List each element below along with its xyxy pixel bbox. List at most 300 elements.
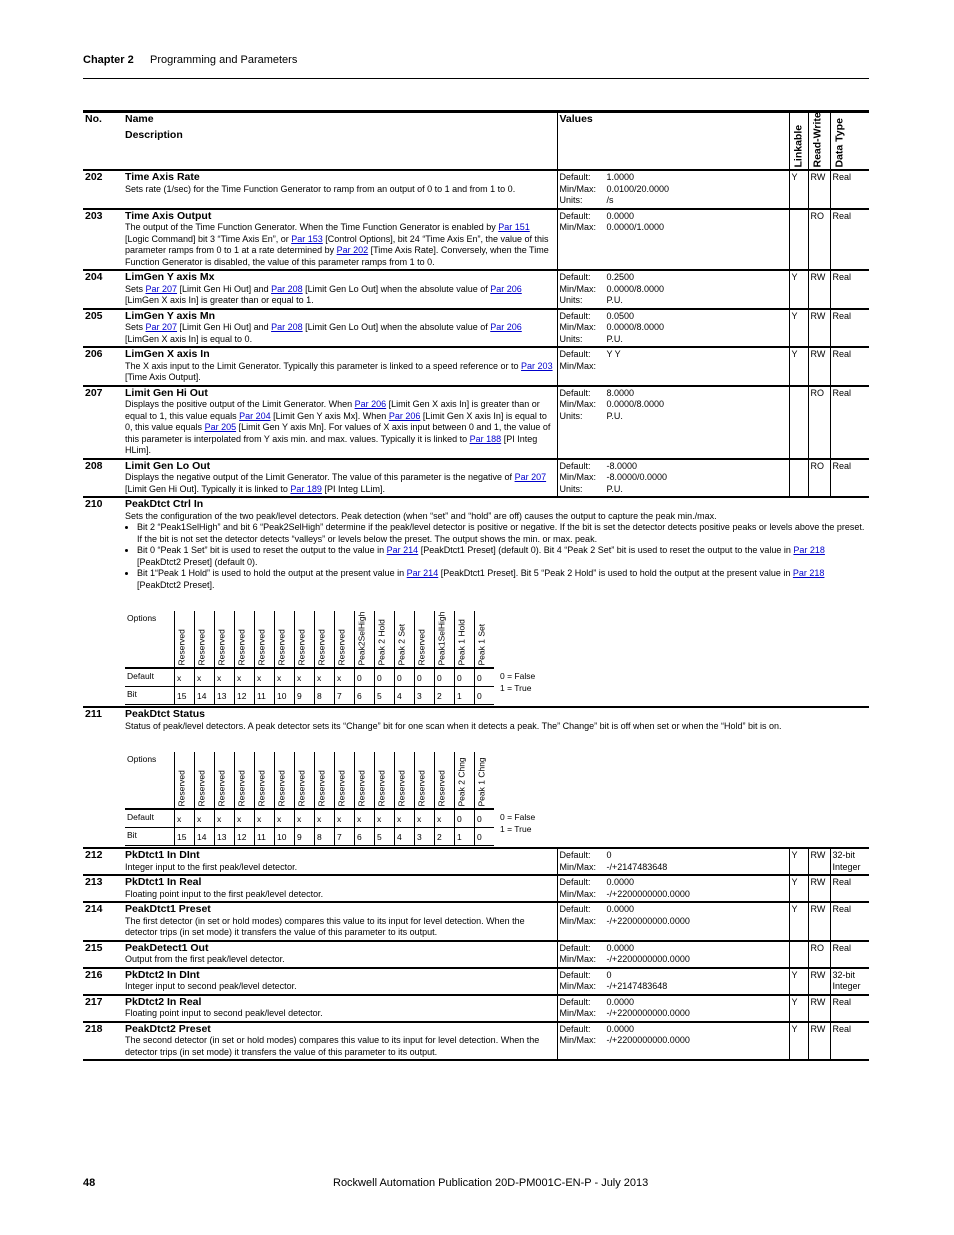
param-values (557, 968, 789, 995)
param-name: PeakDtct1 Preset (125, 903, 211, 915)
default-value: x (295, 668, 315, 687)
param-values (557, 386, 789, 459)
option-name: Reserved (215, 611, 235, 668)
default-value: 0 (355, 668, 375, 687)
page-number: 48 (83, 1177, 96, 1189)
value-val: 0.0000/8.0000 (606, 399, 665, 409)
value-val: 0.2500 (606, 272, 635, 282)
data-type-cell: Real (830, 902, 869, 941)
value-row (560, 334, 787, 346)
table-row (83, 941, 869, 968)
option-name: Reserved (275, 611, 295, 668)
value-val: /s (606, 195, 614, 205)
linkable-cell: Y (789, 848, 808, 875)
parameter-link[interactable]: Par 207 (514, 472, 547, 482)
value-key: Default: (559, 460, 591, 471)
param-number: 213 (83, 875, 123, 902)
option-name: Peak 2 Set (395, 611, 415, 668)
param-name: PeakDetect1 Out (125, 941, 209, 954)
value-row (560, 211, 787, 223)
bullet-list (125, 522, 867, 591)
default-value: x (215, 668, 235, 687)
linkable-cell: Y (789, 270, 808, 309)
param-cell-210 (123, 497, 869, 707)
value-val: -/+2200000000.0000 (606, 954, 690, 964)
value-row (560, 997, 787, 1009)
col-name-desc (123, 112, 557, 171)
default-value: 0 (455, 668, 475, 687)
value-val: -/+2200000000.0000 (606, 888, 690, 899)
col-data-type: Data Type (830, 112, 869, 171)
value-row (560, 311, 787, 323)
default-label: Default (125, 668, 175, 687)
bit-number: 11 (255, 828, 275, 846)
data-type-cell: 32-bit Integer (830, 968, 869, 995)
param-name-desc (123, 902, 557, 941)
param-description: Output from the first peak/level detector. (125, 954, 285, 964)
parameter-link[interactable]: Par 188 (469, 433, 502, 444)
param-values (557, 995, 789, 1022)
param-number: 217 (83, 995, 123, 1022)
linkable-cell (789, 386, 808, 459)
param-values (557, 902, 789, 941)
param-number: 208 (83, 459, 123, 498)
options-table-211 (125, 752, 537, 846)
bit-number: 3 (415, 687, 435, 705)
default-value: x (275, 668, 295, 687)
default-value: x (275, 809, 295, 828)
default-value: 0 (455, 809, 475, 828)
bit-number: 9 (295, 828, 315, 846)
parameter-link[interactable]: Par 207 (145, 322, 178, 332)
default-value: x (415, 809, 435, 828)
default-value: x (175, 668, 195, 687)
linkable-cell: Y (789, 902, 808, 941)
value-val: 0.0000/1.0000 (606, 222, 665, 232)
option-name: Peak 2 Hold (375, 611, 395, 668)
options-row (125, 752, 537, 809)
read-write-cell: RO (808, 941, 830, 968)
default-value: x (255, 809, 275, 828)
chapter-label: Chapter 2 (83, 54, 134, 66)
params-body-2 (83, 848, 869, 1060)
value-row (560, 943, 787, 955)
read-write-cell: RW (808, 309, 830, 348)
value-val: 0 (606, 969, 612, 980)
table-row (83, 347, 869, 386)
value-key: Min/Max: (559, 888, 597, 899)
value-row (560, 1008, 787, 1020)
bit-number: 7 (335, 828, 355, 846)
param-values (557, 941, 789, 968)
value-key: Min/Max: (559, 183, 597, 194)
parameter-link[interactable]: Par 189 (290, 483, 322, 494)
value-val: P.U. (606, 333, 623, 344)
param-values (557, 1022, 789, 1061)
value-key: Units: (559, 195, 583, 205)
value-val: -/+2200000000.0000 (606, 1008, 690, 1018)
default-value: x (295, 809, 315, 828)
parameter-link[interactable]: Par 206 (490, 283, 522, 294)
col-values: Values (557, 112, 789, 171)
value-row (560, 484, 787, 496)
option-name: Peak 2 Chng (455, 752, 475, 809)
value-row (560, 862, 787, 874)
parameter-table (83, 110, 869, 1061)
value-val: P.U. (606, 295, 623, 305)
param-name: PkDtct1 In Real (125, 876, 202, 888)
parameter-link[interactable]: Par 218 (792, 568, 825, 578)
default-value: 0 (475, 668, 495, 687)
bit-number: 6 (355, 828, 375, 846)
param-name: PeakDtct Ctrl In (125, 498, 204, 510)
param-name: LimGen X axis In (125, 348, 210, 360)
value-row (560, 850, 787, 862)
default-value: 0 (395, 668, 415, 687)
bit-number: 14 (195, 828, 215, 846)
value-val: 0.0000 (606, 942, 635, 953)
parameter-link[interactable]: Par 214 (386, 545, 419, 555)
bullet-item: • Bit 2 “Peak1SelHigh” and bit 6 “Peak2SelHigh” determine if the peak/level detector is positive or negative. If the bit is set the detector detects positive peaks or levels above the preset. If the bit is not set the detector detects “valleys” or levels below the preset. The output shows the min. or max. peak. (137, 522, 867, 545)
option-name: Reserved (215, 752, 235, 809)
option-name: Reserved (175, 752, 195, 809)
default-value: x (335, 809, 355, 828)
param-number: 203 (83, 209, 123, 271)
param-description: Sets Par 207 [Limit Gen Hi Out] and Par 208 [Limit Gen Lo Out] when the absolute value of Par 206 [LimGen X axis In] is greater than or equal to 1. (125, 283, 522, 305)
param-values (557, 309, 789, 348)
read-write-cell: RO (808, 459, 830, 498)
option-name: Reserved (415, 611, 435, 668)
value-key: Min/Max: (559, 1035, 597, 1045)
value-val: P.U. (606, 410, 623, 421)
data-type-cell: Real (830, 995, 869, 1022)
parameter-link[interactable]: Par 207 (145, 283, 178, 294)
param-description: The second detector (in set or hold modes) compares this value to its input for level detection. When the detector trips (in set mode) it transfers the value of this parameter to its output. (125, 1035, 540, 1057)
linkable-cell: Y (789, 347, 808, 386)
option-name: Reserved (275, 752, 295, 809)
param-number: 211 (83, 707, 123, 848)
legend-item: 0 = False (500, 812, 536, 822)
bit-number: 5 (375, 687, 395, 705)
params-body-211 (83, 707, 869, 848)
default-value: 0 (415, 668, 435, 687)
read-write-cell: RW (808, 968, 830, 995)
value-key: Min/Max: (559, 915, 597, 926)
option-name: Reserved (335, 611, 355, 668)
read-write-cell: RW (808, 902, 830, 941)
value-row (560, 195, 787, 207)
bit-number: 4 (395, 828, 415, 846)
param-name-desc (123, 1022, 557, 1061)
param-name: PkDtct2 In DInt (125, 968, 200, 981)
value-key: Min/Max: (559, 1008, 597, 1018)
option-name: Peak2SelHigh (355, 611, 375, 668)
value-row (560, 970, 787, 982)
value-val: 0.0500 (606, 310, 635, 321)
param-name: PkDtct1 In DInt (125, 849, 200, 861)
default-value: x (235, 668, 255, 687)
bit-number: 5 (375, 828, 395, 846)
param-description: The X axis input to the Limit Generator. Typically this parameter is linked to a speed reference or to Par 203 [Time Axis Output]. (125, 360, 553, 382)
default-row (125, 809, 537, 828)
table-row (83, 875, 869, 902)
data-type-cell: Real (830, 941, 869, 968)
read-write-cell: RO (808, 209, 830, 271)
value-row (560, 284, 787, 296)
value-row (560, 889, 787, 901)
default-value: x (195, 809, 215, 828)
default-value: x (315, 809, 335, 828)
value-row (560, 1035, 787, 1047)
linkable-cell: Y (789, 995, 808, 1022)
value-row (560, 172, 787, 184)
section-title: Programming and Parameters (150, 54, 298, 66)
param-name: PkDtct2 In Real (125, 995, 202, 1008)
table-row (83, 309, 869, 348)
read-write-cell: RW (808, 995, 830, 1022)
bit-number: 12 (235, 687, 255, 705)
parameter-link[interactable]: Par 206 (490, 322, 522, 332)
parameter-link[interactable]: Par 218 (793, 545, 825, 555)
parameter-link[interactable]: Par 202 (336, 245, 369, 255)
param-description: Displays the positive output of the Limit Generator. When Par 206 [Limit Gen X axis In] is greater than or equal to 1, this value equals Par 204 [Limit Gen Y axis Mx]. When Par 206 [Limit Gen X axis In] is equal to 0, this value equals Par 205 [Limit Gen Y axis Mn]. For values of X axis input between 0 and 1, the value of this parameter is interpolated from Y axis min. and max. values. Typically it is linked to Par 188 [PI Integ HLim]. (125, 399, 551, 455)
value-key: Units: (559, 333, 583, 344)
option-name: Reserved (315, 752, 335, 809)
param-description: Integer input to second peak/level detector. (125, 981, 297, 991)
value-key: Min/Max: (559, 283, 597, 294)
parameter-link[interactable]: Par 204 (239, 410, 271, 421)
value-row (560, 399, 787, 411)
table-row (83, 848, 869, 875)
bit-number: 11 (255, 687, 275, 705)
table-row (83, 386, 869, 459)
option-name: Reserved (255, 752, 275, 809)
default-value: x (175, 809, 195, 828)
value-val: -/+2147483648 (606, 981, 668, 991)
value-key: Min/Max: (559, 360, 597, 371)
bullet-item: • Bit 1“Peak 1 Hold” is used to hold the output at the present value in Par 214 [PeakDtct1 Preset]. Bit 5 “Peak 2 Hold” is used to hold the output at the present value in Par 218 [PeakDtct2 Preset]. (137, 568, 867, 591)
option-name: Reserved (195, 752, 215, 809)
value-val: -8.0000 (606, 460, 638, 471)
bit-row (125, 687, 537, 705)
value-key: Default: (559, 942, 591, 953)
option-name: Peak 1 Hold (455, 611, 475, 668)
param-number: 202 (83, 170, 123, 209)
read-write-cell: RW (808, 848, 830, 875)
value-row (560, 904, 787, 916)
read-write-cell: RW (808, 1022, 830, 1061)
value-key: Default: (559, 877, 591, 887)
bit-legend (494, 668, 537, 705)
default-value: 0 (475, 809, 495, 828)
param-number: 216 (83, 968, 123, 995)
parameter-link[interactable]: Par 206 (354, 399, 387, 409)
param-name-desc (123, 848, 557, 875)
bit-number: 2 (435, 828, 455, 846)
param-values (557, 209, 789, 271)
value-row (560, 877, 787, 889)
param-name-desc (123, 386, 557, 459)
param-number: 205 (83, 309, 123, 348)
linkable-cell: Y (789, 1022, 808, 1061)
value-val: 0.0000 (606, 1023, 635, 1034)
linkable-cell (789, 941, 808, 968)
param-name-desc (123, 459, 557, 498)
value-row (560, 322, 787, 334)
read-write-cell: RW (808, 347, 830, 386)
value-key: Min/Max: (559, 981, 597, 991)
bit-number: 8 (315, 687, 335, 705)
option-name: Reserved (395, 752, 415, 809)
linkable-cell: Y (789, 875, 808, 902)
value-val: Y Y (606, 349, 621, 359)
value-key: Units: (559, 410, 583, 421)
param-description: The first detector (in set or hold modes) compares this value to its input for level detection. When the detector trips (in set mode) it transfers the value of this parameter to its output. (125, 915, 525, 937)
value-val: -8.0000/0.0000 (606, 472, 668, 482)
data-type-cell: Real (830, 1022, 869, 1061)
options-table-210 (125, 611, 537, 705)
default-row (125, 668, 537, 687)
bit-number: 8 (315, 828, 335, 846)
default-value: x (235, 809, 255, 828)
param-name: PeakDtct2 Preset (125, 1022, 211, 1035)
param-name-desc (123, 968, 557, 995)
option-name: Reserved (295, 611, 315, 668)
bit-number: 0 (475, 687, 495, 705)
value-row (560, 954, 787, 966)
option-name: Reserved (375, 752, 395, 809)
value-val: -/+2147483648 (606, 861, 668, 872)
value-key: Units: (559, 295, 583, 305)
param-description: Sets the configuration of the two peak/level detectors. Peak detection (when “set” and “hold” are off) causes the output to capture the peak min./max. (125, 510, 717, 521)
parameter-link[interactable]: Par 151 (498, 222, 530, 232)
table-row (83, 968, 869, 995)
param-name-desc (123, 209, 557, 271)
linkable-cell: Y (789, 170, 808, 209)
option-name: Reserved (235, 611, 255, 668)
param-description: Sets Par 207 [Limit Gen Hi Out] and Par 208 [Limit Gen Lo Out] when the absolute value of Par 206 [LimGen X axis In] is equal to 0. (125, 322, 522, 344)
bit-number: 2 (435, 687, 455, 705)
default-value: x (435, 809, 455, 828)
param-description: Displays the negative output of the Limit Generator. The value of this parameter is the negative of Par 207 [Limit Gen Hi Out]. Typically it is linked to Par 189 [PI Integ LLim]. (125, 472, 547, 494)
option-name: Peak 1 Set (475, 611, 495, 668)
option-name: Peak 1 Chng (475, 752, 495, 809)
table-row (83, 902, 869, 941)
value-row (560, 184, 787, 196)
parameter-link[interactable]: Par 205 (204, 422, 237, 432)
options-label: Options (125, 752, 175, 809)
read-write-cell: RW (808, 170, 830, 209)
value-key: Min/Max: (559, 472, 597, 482)
param-description: Floating point input to second peak/level detector. (125, 1008, 323, 1018)
param-values (557, 270, 789, 309)
value-key: Min/Max: (559, 861, 597, 872)
param-name: Limit Gen Hi Out (125, 386, 208, 399)
parameter-link[interactable]: Par 203 (521, 360, 553, 371)
parameter-link[interactable]: Par 214 (406, 568, 439, 578)
col-name: Name (125, 113, 154, 125)
value-val: 8.0000 (606, 387, 635, 398)
option-name: Reserved (315, 611, 335, 668)
value-row (560, 388, 787, 400)
col-read-write: Read-Write (808, 112, 830, 171)
option-name: Reserved (235, 752, 255, 809)
default-value: x (215, 809, 235, 828)
default-value: x (375, 809, 395, 828)
default-value: x (395, 809, 415, 828)
value-val: 0.0000/8.0000 (606, 283, 665, 294)
options-row (125, 611, 537, 668)
data-type-cell: Real (830, 209, 869, 271)
value-key: Default: (559, 172, 591, 182)
param-number: 207 (83, 386, 123, 459)
param-values (557, 848, 789, 875)
col-no: No. (83, 112, 123, 171)
value-key: Min/Max: (559, 322, 597, 332)
bit-number: 9 (295, 687, 315, 705)
parameter-link[interactable]: Par 208 (271, 322, 303, 332)
value-row (560, 411, 787, 423)
value-row (560, 981, 787, 993)
param-number: 214 (83, 902, 123, 941)
value-val: P.U. (606, 483, 623, 494)
value-row (560, 349, 787, 361)
default-value: 0 (375, 668, 395, 687)
option-name: Reserved (295, 752, 315, 809)
parameter-link[interactable]: Par 153 (291, 233, 323, 244)
bit-number: 1 (455, 687, 475, 705)
value-row (560, 272, 787, 284)
value-val: 0 (606, 850, 612, 860)
parameter-link[interactable]: Par 208 (271, 283, 303, 294)
param-name-desc (123, 941, 557, 968)
bit-number: 1 (455, 828, 475, 846)
param-description: Status of peak/level detectors. A peak detector sets its “Change” bit for one scan when it detects a peak. The” Change” bit is off when set or when the “Hold” bit is on. (125, 720, 782, 731)
param-name: PeakDtct Status (125, 708, 205, 720)
linkable-cell: Y (789, 968, 808, 995)
bit-row (125, 828, 537, 846)
params-body-1 (83, 170, 869, 497)
value-val: 0.0000/8.0000 (606, 322, 665, 332)
value-key: Min/Max: (559, 399, 597, 409)
param-number: 210 (83, 497, 123, 707)
value-key: Default: (559, 996, 591, 1007)
value-row (560, 361, 787, 373)
publication-info: Rockwell Automation Publication 20D-PM001C-EN-P - July 2013 (333, 1177, 649, 1189)
option-name: Peak1SelHigh (435, 611, 455, 668)
bit-number: 7 (335, 687, 355, 705)
table-row (83, 497, 869, 707)
default-value: x (315, 668, 335, 687)
options-label: Options (125, 611, 175, 668)
parameter-link[interactable]: Par 206 (388, 410, 421, 421)
data-type-cell: Real (830, 386, 869, 459)
value-val: -/+2200000000.0000 (606, 915, 690, 926)
bit-label: Bit (125, 687, 175, 705)
bit-number: 13 (215, 828, 235, 846)
value-row (560, 222, 787, 234)
default-value: 0 (435, 668, 455, 687)
bit-number: 4 (395, 687, 415, 705)
data-type-cell: Real (830, 875, 869, 902)
value-key: Min/Max: (559, 954, 597, 964)
read-write-cell: RO (808, 386, 830, 459)
param-name-desc (123, 270, 557, 309)
linkable-cell: Y (789, 309, 808, 348)
data-type-cell: Real (830, 170, 869, 209)
param-values (557, 170, 789, 209)
param-number: 206 (83, 347, 123, 386)
